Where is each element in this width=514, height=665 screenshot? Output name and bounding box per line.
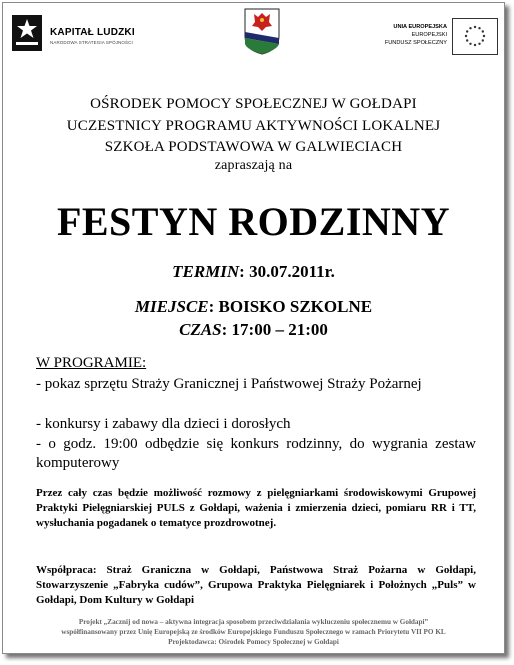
date-value: : 30.07.2011r. xyxy=(239,262,335,281)
program-item-2: - konkursy i zabawy dla dzieci i dorosłych xyxy=(36,416,291,432)
eu-european-label: EUROPEJSKI xyxy=(411,32,447,38)
kapital-ludzki-logo-icon xyxy=(12,15,42,51)
health-note: Przez cały czas będzie możliwość rozmowy z pielęgniarkami środowiskowymi Grupowej Praktyki Pielęgniarskiej PULS z Gołdapi, ważenia i zmierzenia dzieci, pomiaru RR i TT, wysłuchania pogadanek o tematyce prozdrowotnej. xyxy=(36,487,476,529)
organizer-line-1: OŚRODEK POMOCY SPOŁECZNEJ W GOŁDAPI xyxy=(90,96,417,112)
eu-fund-label: FUNDUSZ SPOŁECZNY xyxy=(384,40,447,46)
event-place xyxy=(3,297,504,317)
footer-funding-line: współfinansowany przez Unię Europejską ze środków Europejskiego Funduszu Społecznego w ramach Priorytetu VII PO KL xyxy=(61,628,446,636)
kapital-ludzki-subtitle: NARODOWA STRATEGIA SPÓJNOŚCI xyxy=(50,40,133,45)
eu-text xyxy=(385,23,447,47)
invite-text: zapraszają na xyxy=(214,158,293,173)
organizer-line-2: UCZESTNICY PROGRAMU AKTYWNOŚCI LOKALNEJ xyxy=(66,118,441,134)
date-label: TERMIN xyxy=(172,262,240,281)
logo-header xyxy=(3,3,504,65)
place-value: : BOISKO SZKOLNE xyxy=(208,297,373,316)
event-title: FESTYN RODZINNY xyxy=(56,199,451,244)
organizer-line-3: SZKOŁA PODSTAWOWA W GALWIECIACH xyxy=(104,139,403,155)
program-heading: W PROGRAMIE: xyxy=(36,355,147,371)
program-item-1: - pokaz sprzętu Straży Granicznej i Państwowej Straży Pożarnej xyxy=(36,376,422,392)
program-item-3: - o godz. 19:00 odbędzie się konkurs rodzinny, do wygrania zestaw komputerowy xyxy=(36,436,476,471)
eu-flag-icon xyxy=(452,18,498,55)
eu-union-label: UNIA EUROPEJSKA xyxy=(393,24,447,30)
event-date xyxy=(3,262,504,282)
footer-project-line: Projekt „Zacznij od nowa – aktywna integracja sposobem przeciwdziałania wykluczeniu społecznemu w Gołdapi” xyxy=(78,618,429,626)
coat-of-arms-icon xyxy=(244,8,280,55)
poster xyxy=(2,2,505,654)
cooperation-note: Współpraca: Straż Graniczna w Gołdapi, Państwowa Straż Pożarna w Gołdapi, Stowarzyszenie „Fabryka cudów”, Grupowa Praktyka Pielęgniarek i Położnych „Puls” w Gołdapi, Dom Kultury w Gołdapi xyxy=(36,564,476,606)
time-value: : 17:00 – 21:00 xyxy=(221,320,328,339)
footer-organizer-line: Projektodawca: Ośrodek Pomocy Społecznej w Gołdapi xyxy=(168,638,339,646)
event-time xyxy=(3,320,504,340)
time-label: CZAS xyxy=(179,320,222,339)
kapital-ludzki-title: KAPITAŁ LUDZKI xyxy=(50,27,135,38)
place-label: MIEJSCE xyxy=(134,297,209,316)
